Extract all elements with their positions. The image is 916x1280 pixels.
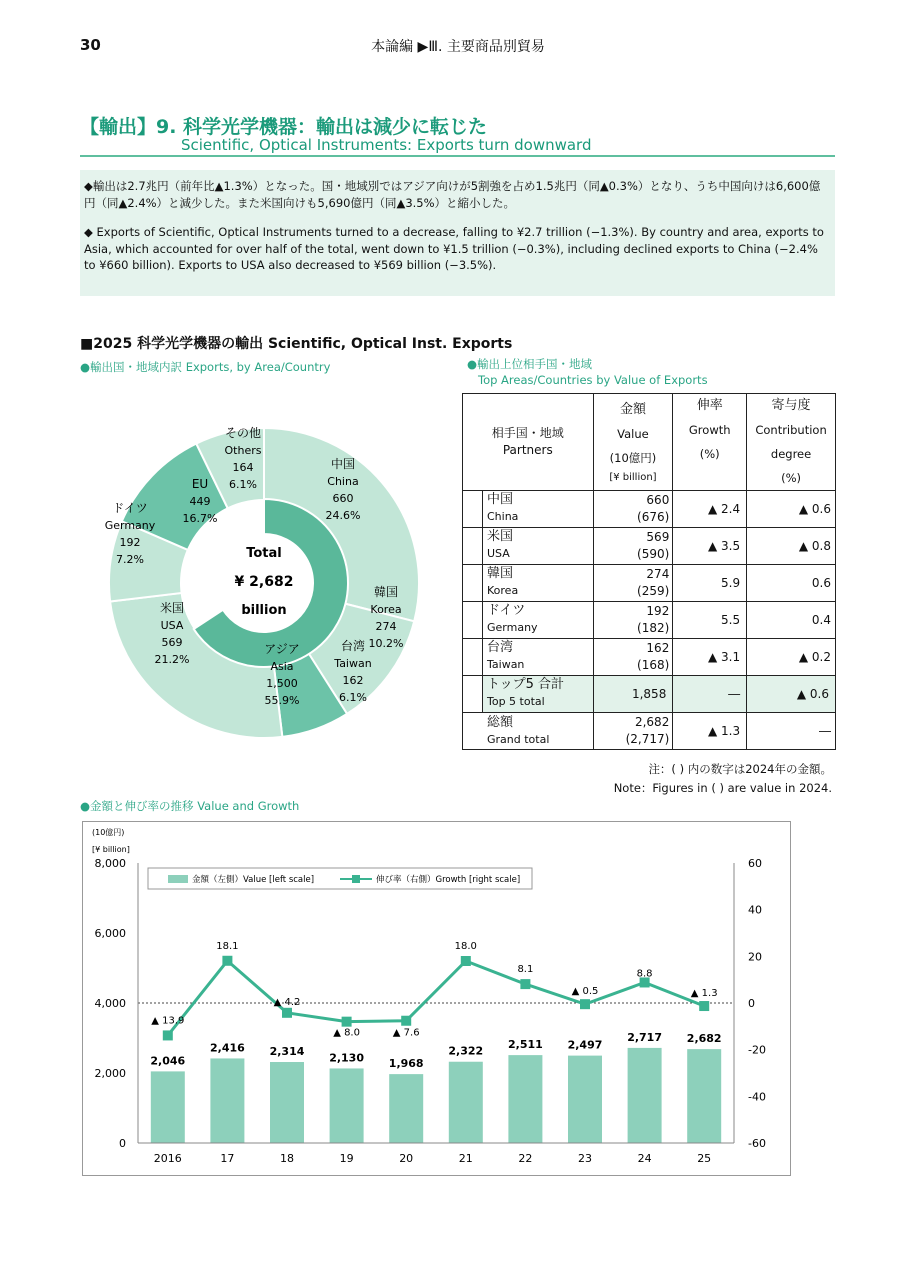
growth-marker — [342, 1017, 352, 1027]
contribution-cell: 0.4 — [747, 602, 836, 639]
growth-label: 18.0 — [454, 941, 477, 952]
donut-label: 台湾 — [340, 639, 366, 653]
donut-label: 192 — [119, 536, 141, 549]
table-caption-english: Top Areas/Countries by Value of Exports — [478, 373, 708, 387]
donut-label: 10.2% — [368, 637, 404, 650]
growth-marker — [401, 1016, 411, 1026]
left-tick-label: 6,000 — [94, 927, 126, 940]
value-bar — [151, 1071, 185, 1143]
x-tick-label: 19 — [339, 1152, 354, 1165]
donut-label: 162 — [342, 674, 364, 687]
right-tick-label: -60 — [748, 1137, 766, 1150]
summary-english: ◆ Exports of Scientific, Optical Instruments turned to a decrease, falling to ¥2.7 trillion (−1.3%). By country and area, exports to Asia, which accounted for over half of the total, went down to ¥1.5 trillion (−0.3%), including declined exports to China (−2.4% to ¥660 billion). Exports to USA also decreased to ¥569 billion (−3.5%). — [84, 225, 824, 272]
growth-marker — [222, 956, 232, 966]
value-bar-label: 2,511 — [508, 1038, 543, 1052]
table-row-top5 — [463, 676, 836, 713]
right-tick-label: 40 — [748, 903, 762, 917]
x-tick-label: 17 — [220, 1152, 235, 1165]
growth-marker — [461, 956, 471, 966]
value-bar-label: 2,497 — [567, 1038, 603, 1052]
value-cell: 2,682 (2,717) — [593, 713, 673, 750]
value-cell: 274 (259) — [593, 565, 673, 602]
legend-line-marker — [352, 875, 360, 883]
left-tick-label: 4,000 — [94, 997, 126, 1010]
value-bar — [687, 1049, 721, 1143]
donut-label: 16.7% — [182, 512, 218, 525]
partner-cell: 総額 Grand total — [463, 713, 594, 750]
header-growth — [673, 394, 747, 491]
header-contrib-en: Contribution — [755, 423, 827, 437]
donut-label: EU — [191, 477, 209, 491]
partner-cell: 米国 USA — [463, 528, 594, 565]
growth-cell: 5.9 — [673, 565, 747, 602]
legend-bar-label: 金額（左側）Value [left scale] — [192, 875, 315, 885]
donut-label-asia: アジア — [264, 642, 300, 656]
donut-label: その他 — [224, 426, 262, 440]
donut-label: Others — [224, 444, 262, 457]
note-japanese: 注：( ) 内の数字は2024年の金額。 — [648, 762, 832, 776]
value-bar-label: 2,322 — [448, 1044, 484, 1058]
chart-legend — [148, 868, 532, 889]
growth-label: 8.1 — [517, 964, 534, 976]
header-value-unit-en: [¥ billion] — [609, 472, 657, 483]
page-number: 30 — [80, 36, 101, 54]
growth-label: ▲ 8.0 — [333, 1027, 360, 1039]
title-rule — [80, 155, 835, 157]
partner-cell: トップ5 合計 Top 5 total — [463, 676, 594, 713]
growth-label: 8.8 — [636, 968, 653, 980]
x-tick-label: 24 — [637, 1152, 652, 1165]
donut-label: 569 — [161, 636, 183, 649]
donut-label: 24.6% — [325, 509, 361, 522]
growth-marker — [699, 1001, 709, 1011]
donut-center-amount: ¥ 2,682 — [234, 574, 294, 590]
value-bar — [628, 1048, 662, 1143]
donut-label: 274 — [375, 620, 397, 633]
growth-marker — [282, 1008, 292, 1018]
top-partners-table — [462, 393, 836, 750]
table-row — [463, 491, 836, 528]
donut-label: 21.2% — [154, 653, 190, 666]
header-contrib-en2: degree — [770, 447, 812, 461]
summary-japanese: ◆輸出は2.7兆円（前年比▲1.3%）となった。国・地域別ではアジア向けが5割強を占め1.5兆円（同▲0.3%）となり、うち中国向けは6,600億円（同▲2.4%）と減少した。また米国向けも5,690億円（同▲3.5%）と縮小した。 — [84, 179, 821, 210]
donut-label: 6.1% — [339, 691, 367, 704]
summary-box — [80, 170, 835, 296]
growth-marker — [520, 979, 530, 989]
donut-center-unit: billion — [241, 603, 287, 618]
header-contrib-unit: (%) — [781, 471, 801, 485]
left-tick-label: 0 — [119, 1137, 126, 1150]
growth-cell: ― — [673, 676, 747, 713]
right-tick-label: -20 — [748, 1043, 766, 1057]
value-cell: 162 (168) — [593, 639, 673, 676]
value-bar-label: 2,682 — [686, 1032, 722, 1046]
running-header: 本論編 ▶Ⅲ. 主要商品別貿易 — [371, 39, 545, 55]
growth-label: ▲ 7.6 — [392, 1027, 420, 1039]
table-notes — [560, 760, 832, 798]
value-growth-chart — [82, 821, 792, 1177]
header-contrib-jp: 寄与度 — [771, 398, 811, 413]
header-growth-jp: 伸率 — [696, 398, 723, 413]
donut-label: 韓国 — [373, 585, 399, 599]
table-row — [463, 528, 836, 565]
growth-label: ▲ 0.5 — [571, 986, 599, 998]
value-bar — [210, 1058, 244, 1143]
section-heading: ■2025 科学光学機器の輸出 Scientific, Optical Inst. Exports — [80, 336, 513, 352]
table-row-total — [463, 713, 836, 750]
y-unit-jp: (10億円) — [92, 828, 125, 837]
x-tick-label: 22 — [518, 1152, 533, 1165]
table-row — [463, 565, 836, 602]
partner-cell: 中国 China — [463, 491, 594, 528]
growth-label: ▲ 1.3 — [690, 988, 718, 1000]
table-header-row — [463, 394, 836, 491]
growth-cell: ▲ 2.4 — [673, 491, 747, 528]
donut-label-asia: Asia — [270, 660, 294, 673]
x-tick-label: 23 — [578, 1152, 592, 1165]
header-growth-unit: (%) — [699, 447, 720, 461]
x-tick-label: 2016 — [153, 1152, 182, 1165]
note-english: Note：Figures in ( ) are value in 2024. — [613, 781, 832, 795]
donut-label: ドイツ — [112, 501, 148, 515]
header-value-en: Value — [617, 427, 649, 441]
value-bar — [449, 1062, 483, 1143]
right-tick-label: 20 — [748, 950, 762, 964]
export-breakdown-donut — [100, 420, 430, 740]
donut-label: 164 — [232, 461, 254, 474]
contribution-cell: ▲ 0.6 — [747, 676, 836, 713]
table-row — [463, 602, 836, 639]
contribution-cell: ▲ 0.2 — [747, 639, 836, 676]
donut-center-total: Total — [246, 546, 282, 561]
donut-caption: ●輸出国・地域内訳 Exports, by Area/Country — [80, 360, 331, 374]
growth-marker — [580, 999, 590, 1009]
header-contribution — [747, 394, 836, 491]
value-bar — [568, 1056, 602, 1143]
y-unit-en: [¥ billion] — [92, 845, 130, 854]
contribution-cell: ― — [747, 713, 836, 750]
value-bar-label: 2,046 — [150, 1054, 186, 1068]
growth-label: ▲ 13.9 — [151, 1015, 185, 1027]
value-cell: 660 (676) — [593, 491, 673, 528]
donut-label: 660 — [332, 492, 354, 505]
x-tick-label: 18 — [280, 1152, 294, 1165]
left-tick-label: 8,000 — [94, 857, 126, 870]
growth-label: 18.1 — [216, 940, 239, 952]
growth-cell: 5.5 — [673, 602, 747, 639]
growth-cell: ▲ 3.1 — [673, 639, 747, 676]
value-bar — [389, 1074, 423, 1143]
table-caption: ●輸出上位相手国・地域 — [467, 357, 593, 371]
donut-label: 中国 — [330, 457, 356, 471]
header-value — [593, 394, 673, 491]
header-partner — [463, 394, 594, 491]
donut-label-asia: 1,500 — [266, 677, 298, 690]
partner-cell: 台湾 Taiwan — [463, 639, 594, 676]
table-row — [463, 639, 836, 676]
value-bar-label: 2,130 — [329, 1051, 364, 1065]
donut-label: 7.2% — [116, 553, 144, 566]
value-cell: 192 (182) — [593, 602, 673, 639]
growth-label: ▲ 4.2 — [273, 996, 301, 1008]
right-tick-label: -40 — [748, 1090, 766, 1104]
legend-bar-swatch — [168, 875, 188, 883]
donut-label: 米国 — [159, 601, 185, 615]
value-bar-label: 2,314 — [269, 1045, 305, 1059]
donut-label: 449 — [189, 495, 211, 508]
value-bar-label: 2,717 — [627, 1030, 662, 1044]
left-tick-label: 2,000 — [94, 1067, 126, 1080]
donut-label: USA — [160, 619, 184, 632]
value-bar — [270, 1062, 304, 1143]
growth-caption: ●金額と伸び率の推移 Value and Growth — [80, 799, 300, 813]
growth-cell: ▲ 1.3 — [673, 713, 747, 750]
page-title-english: Scientific, Optical Instruments: Exports turn downward — [181, 136, 592, 154]
header-value-unit: (10億円) — [609, 451, 657, 465]
contribution-cell: ▲ 0.8 — [747, 528, 836, 565]
donut-label-asia: 55.9% — [264, 694, 300, 707]
x-tick-label: 21 — [458, 1152, 473, 1165]
value-bar — [330, 1068, 364, 1143]
contribution-cell: 0.6 — [747, 565, 836, 602]
header-growth-en: Growth — [688, 423, 731, 437]
donut-label: Korea — [370, 603, 402, 616]
header-partner-jp: 相手国・地域 — [491, 426, 564, 440]
contribution-cell: ▲ 0.6 — [747, 491, 836, 528]
right-tick-label: 0 — [748, 997, 755, 1010]
partner-cell: 韓国 Korea — [463, 565, 594, 602]
legend-line-label: 伸び率（右側）Growth [right scale] — [376, 875, 521, 885]
right-tick-label: 60 — [748, 857, 762, 870]
value-bar — [508, 1055, 542, 1143]
donut-label: 6.1% — [229, 478, 257, 491]
partner-cell: ドイツ Germany — [463, 602, 594, 639]
value-bar-label: 1,968 — [388, 1057, 424, 1071]
donut-label: China — [327, 475, 359, 488]
x-tick-label: 20 — [399, 1152, 414, 1165]
header-partner-en: Partners — [502, 443, 553, 457]
donut-label: Germany — [104, 519, 156, 532]
donut-label: Taiwan — [334, 657, 372, 670]
header-value-jp: 金額 — [619, 402, 646, 417]
value-cell: 569 (590) — [593, 528, 673, 565]
page-title: 【輸出】9. 科学光学機器：輸出は減少に転じた — [80, 116, 488, 138]
value-bar-label: 2,416 — [210, 1041, 245, 1055]
x-tick-label: 25 — [697, 1152, 712, 1165]
growth-cell: ▲ 3.5 — [673, 528, 747, 565]
growth-marker — [163, 1030, 173, 1040]
value-cell: 1,858 — [593, 676, 673, 713]
